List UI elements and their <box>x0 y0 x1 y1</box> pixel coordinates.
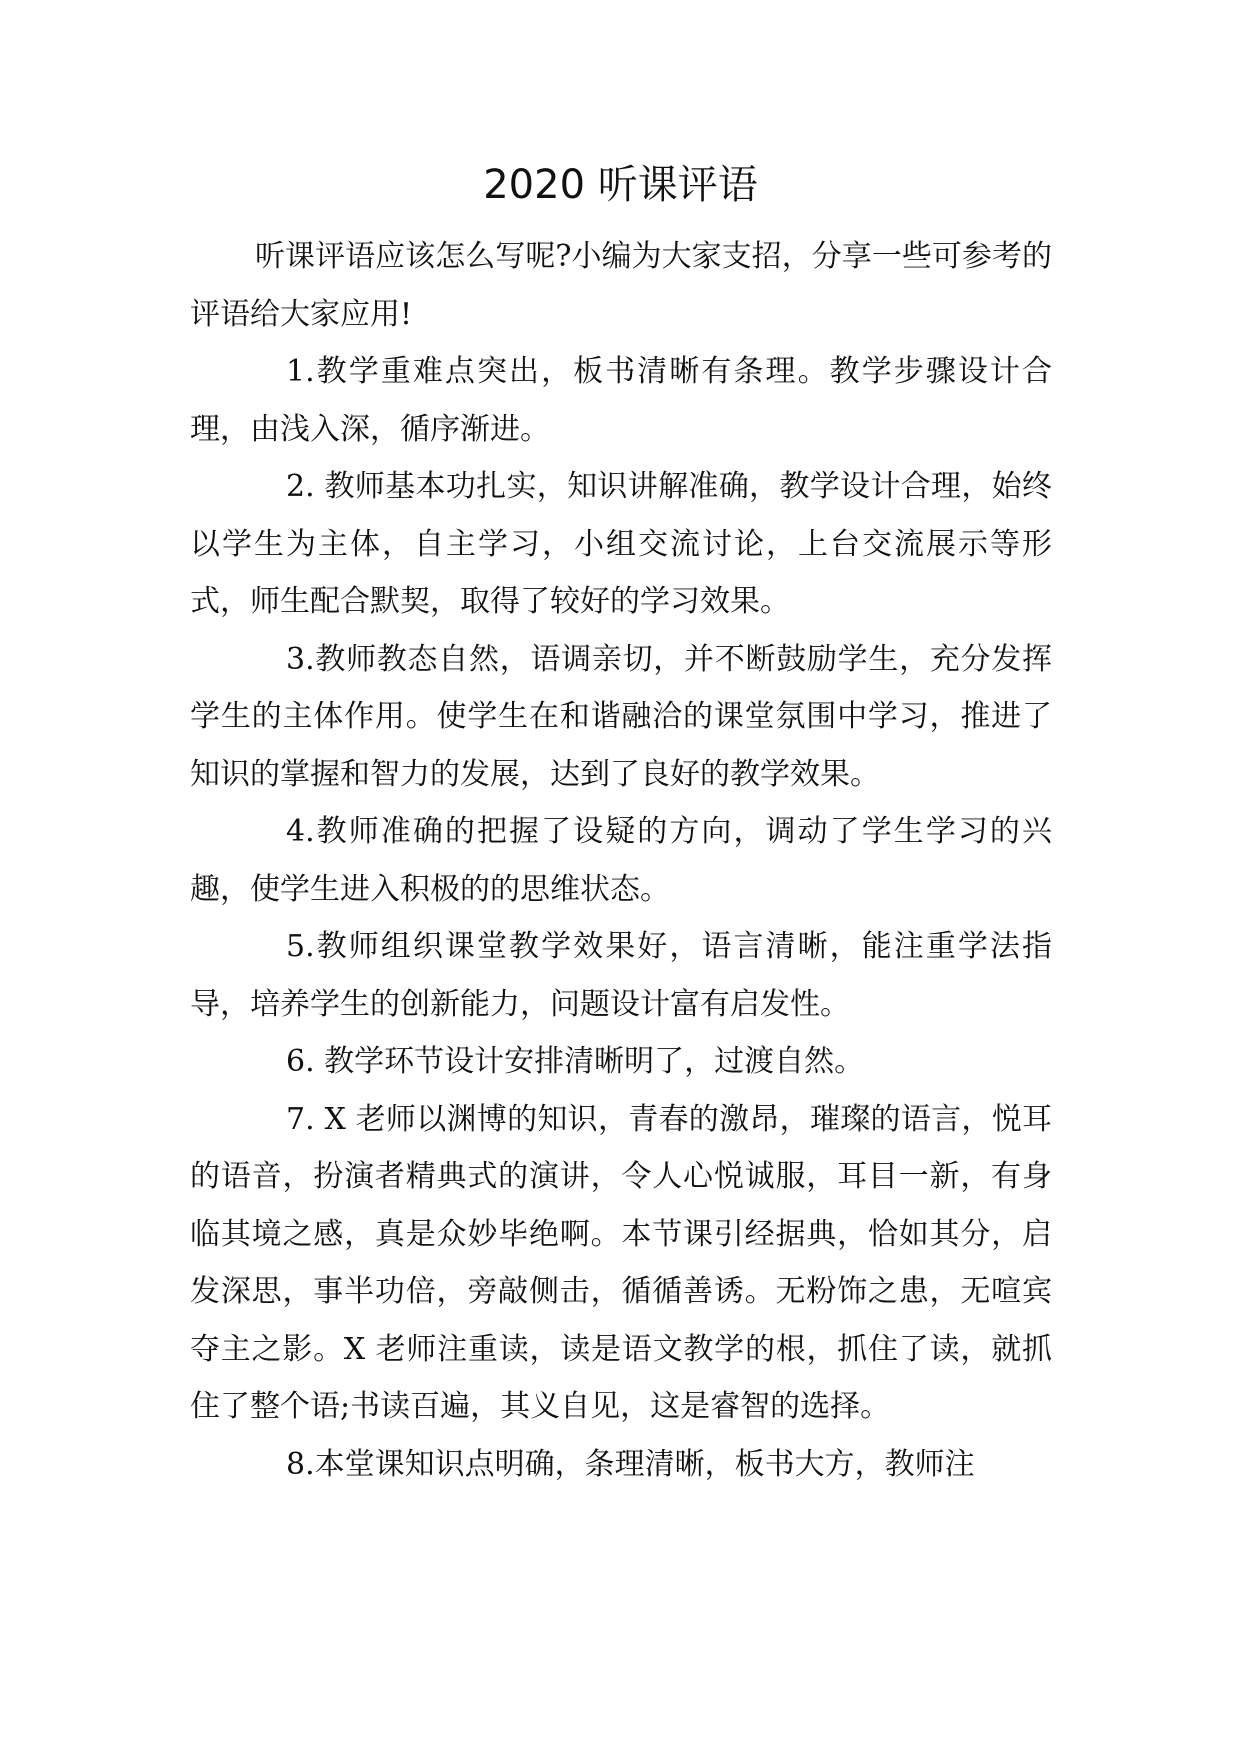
comment-item-1: 1.教学重难点突出，板书清晰有条理。教学步骤设计合理，由浅入深，循序渐进。 <box>190 354 1052 447</box>
document-body <box>190 228 1052 1493</box>
comment-item-2: 2. 教师基本功扎实，知识讲解准确，教学设计合理，始终以学生为主体，自主学习，小组交流讨论，上台交流展示等形式，师生配合默契，取得了较好的学习效果。 <box>190 469 1052 619</box>
comment-item-5: 5.教师组织课堂教学效果好，语言清晰，能注重学法指导，培养学生的创新能力，问题设计富有启发性。 <box>190 929 1052 1022</box>
comment-item-8: 8.本堂课知识点明确，条理清晰，板书大方，教师注 <box>286 1446 975 1482</box>
comment-item-3: 3.教师教态自然，语调亲切，并不断鼓励学生，充分发挥学生的主体作用。使学生在和谐融洽的课堂氛围中学习，推进了知识的掌握和智力的发展，达到了良好的教学效果。 <box>190 641 1052 792</box>
intro-paragraph: 听课评语应该怎么写呢?小编为大家支招，分享一些可参考的评语给大家应用! <box>190 239 1052 332</box>
comment-item-7: 7. X 老师以渊博的知识，青春的激昂，璀璨的语言，悦耳的语音，扮演者精典式的演讲，令人心悦诚服，耳目一新，有身临其境之感，真是众妙毕绝啊。本节课引经据典，恰如其分，启发深思，事半功倍，旁敲侧击，循循善诱。无粉饰之患，无喧宾夺主之影。X 老师注重读，读是语文教学的根，抓住了读，就抓住了整个语;书读百遍，其义自见，这是睿智的选择。 <box>190 1101 1052 1424</box>
comment-item-4: 4.教师准确的把握了设疑的方向，调动了学生学习的兴趣，使学生进入积极的的思维状态。 <box>190 814 1052 907</box>
document-title: 2020 听课评语 <box>483 162 758 208</box>
comment-item-6: 6. 教学环节设计安排清晰明了，过渡自然。 <box>286 1044 865 1079</box>
